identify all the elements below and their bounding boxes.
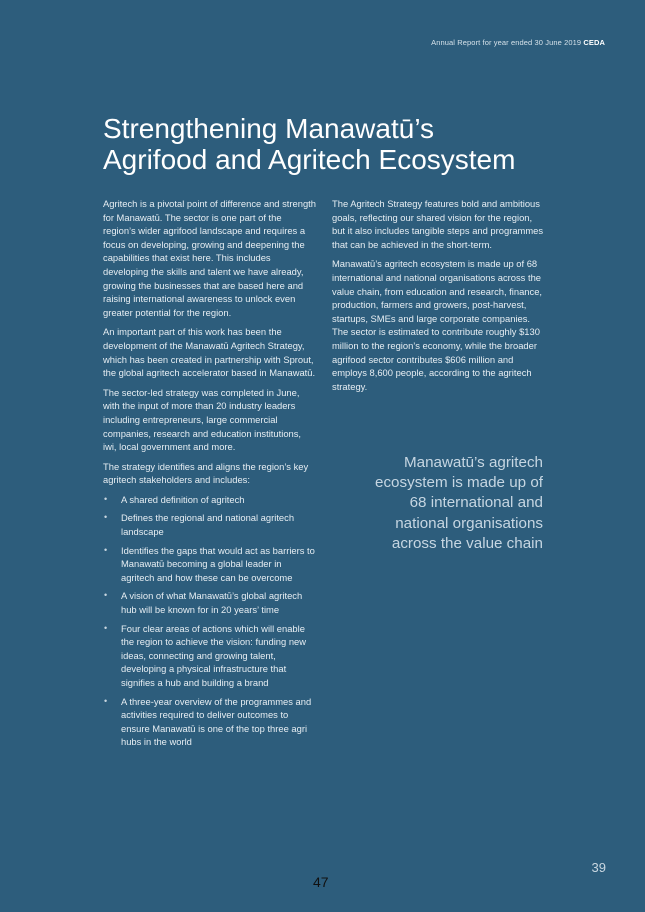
page-title: [103, 113, 583, 175]
body-paragraph: The sector-led strategy was completed in June, with the input of more than 20 industry leaders including entrepreneurs, large commercial companies, research and education institutions, iwi, local government and more.: [103, 386, 302, 453]
header-report-title: Annual Report for year ended 30 June 2019: [431, 38, 582, 47]
bullet-item: • A vision of what Manawatū’s global agritech hub will be known for in 20 years’ time: [103, 589, 316, 616]
title-line-2: Agrifood and Agritech Ecosystem: [103, 144, 516, 175]
header-brand: CEDA: [583, 38, 605, 47]
bullet-item: • Defines the regional and national agritech landscape: [103, 511, 316, 538]
right-column: [332, 197, 546, 399]
bullet-item: • A three-year overview of the programmes and activities required to deliver outcomes to ensure Manawatū is one of the top three agri hubs in the world: [103, 695, 316, 749]
body-paragraph: The strategy identifies and aligns the region’s key agritech stakeholders and includes:: [103, 460, 309, 486]
body-paragraph: The Agritech Strategy features bold and ambitious goals, reflecting our shared vision for the region, but it also includes tangible steps and programmes that can be achieved in the short-term.: [332, 198, 544, 250]
title-line-1: Strengthening Manawatū’s: [103, 113, 435, 144]
page-number: 39: [591, 860, 606, 875]
body-paragraph: Manawatū’s agritech ecosystem is made up of 68 international and national organisations across the value chain, from education and research, finance, production, farmers and growers, post-harvest, startups, SMEs and large corporate companies. The sector is estimated to contribute roughly $130 million to the region’s economy, while the broader agrifood sector contributes $606 million and employs 8,600 people, according to the agritech strategy.: [332, 258, 543, 392]
document-page-number: 47: [313, 874, 329, 890]
running-header: [431, 38, 605, 47]
bullet-item: • A shared definition of agritech: [103, 493, 316, 507]
bullet-item: • Identifies the gaps that would act as barriers to Manawatū becoming a global leader in agritech and how these can be overcome: [103, 544, 316, 585]
body-paragraph: An important part of this work has been the development of the Manawatū Agritech Strategy, which has been created in partnership with Sprout, the global agritech accelerator based in Manawatū.: [103, 326, 316, 379]
body-paragraph: Agritech is a pivotal point of difference and strength for Manawatū. The sector is one part of the region’s wider agrifood landscape and requires a focus on developing, growing and deepening the capabilities that exist here. This includes developing the skills and talent we have already, growing the businesses that are based here and raising international awareness to unlock even greater potential for the region.: [103, 198, 316, 318]
bullet-item: • Four clear areas of actions which will enable the region to achieve the vision: funding new ideas, connecting and growing talent, developing a physical infrastructure that signifies a hub and building a brand: [103, 622, 316, 690]
left-column: [103, 197, 316, 754]
pull-quote: Manawatū’s agritech ecosystem is made up of 68 international and national organisations across the value chain: [375, 454, 543, 552]
strategy-bullet-list: [103, 493, 316, 749]
